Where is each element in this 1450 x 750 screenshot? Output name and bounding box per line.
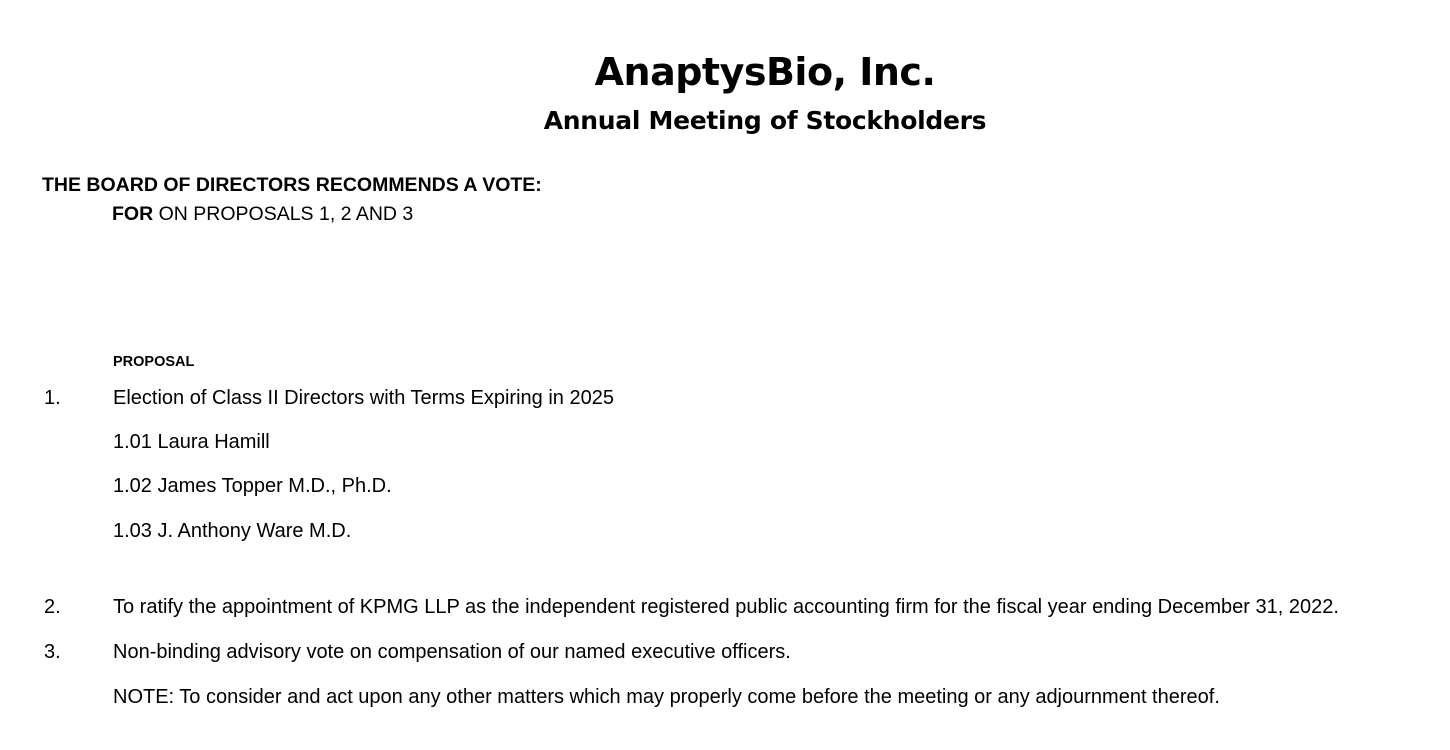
proposal-3-number: 3.	[44, 641, 61, 663]
proposal-2-number: 2.	[44, 596, 61, 618]
vote-recommendation: FOR	[112, 203, 154, 225]
company-name: AnaptysBio, Inc.	[594, 50, 936, 94]
proposal-3-text: Non-binding advisory vote on compensation of our named executive officers.	[113, 641, 791, 663]
nominee-1-03: 1.03 J. Anthony Ware M.D.	[113, 520, 352, 542]
board-recommendation-heading: THE BOARD OF DIRECTORS RECOMMENDS A VOTE:	[42, 174, 542, 196]
proposal-1-number: 1.	[44, 387, 61, 409]
proposal-column-header: PROPOSAL	[113, 354, 195, 370]
nominee-1-02: 1.02 James Topper M.D., Ph.D.	[113, 475, 392, 497]
vote-recommendation-line	[112, 203, 413, 226]
nominee-1-01: 1.01 Laura Hamill	[113, 431, 270, 453]
proposal-2-text: To ratify the appointment of KPMG LLP as the independent registered public accounting firm for the fiscal year ending December 31, 2022.	[113, 596, 1339, 618]
meeting-title: Annual Meeting of Stockholders	[543, 106, 987, 135]
proposal-1-text: Election of Class II Directors with Terms Expiring in 2025	[113, 387, 614, 409]
vote-scope: ON PROPOSALS 1, 2 AND 3	[153, 203, 414, 225]
proposal-note: NOTE: To consider and act upon any other matters which may properly come before the meeting or any adjournment thereof.	[113, 686, 1220, 708]
